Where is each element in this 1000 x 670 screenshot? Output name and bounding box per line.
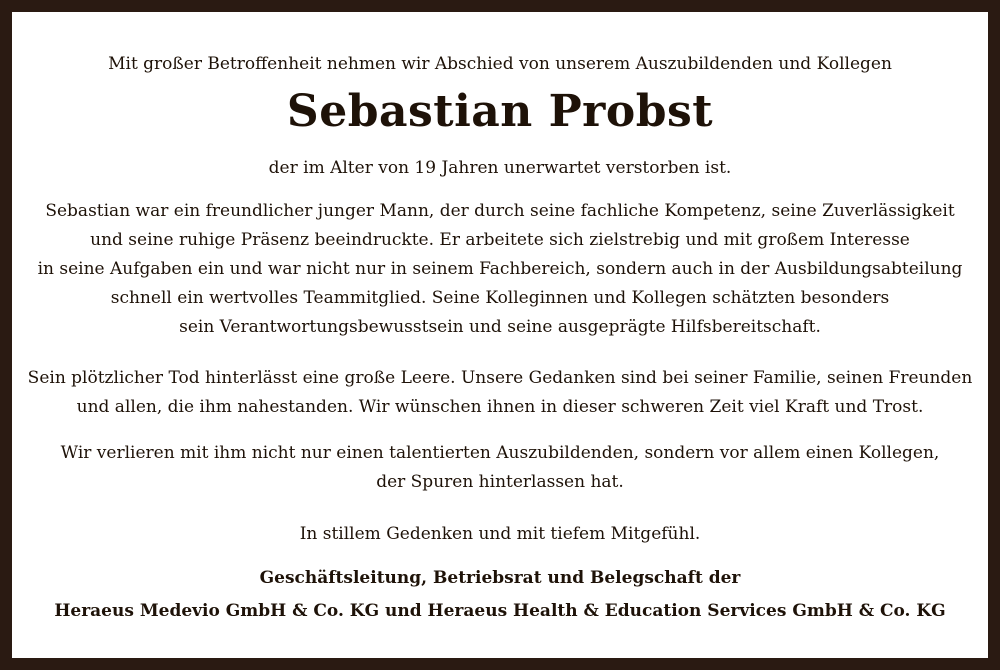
paragraph-1-line: und seine ruhige Präsenz beeindruckte. Er arbeitete sich zielstrebig und mit großem Interesse [90, 230, 910, 250]
deceased-name: Sebastian Probst [286, 86, 714, 137]
paragraph-3-line: der Spuren hinterlassen hat. [376, 472, 624, 492]
closing-line: In stillem Gedenken und mit tiefem Mitgefühl. [299, 524, 701, 544]
intro-line: Mit großer Betroffenheit nehmen wir Abschied von unserem Auszubildenden und Kollegen [108, 54, 892, 74]
age-line: der im Alter von 19 Jahren unerwartet verstorben ist. [268, 158, 732, 178]
obituary-notice [12, 12, 988, 658]
paragraph-1-line: in seine Aufgaben ein und war nicht nur in seinem Fachbereich, sondern auch in der Ausbildungsabteilung [37, 259, 963, 279]
paragraph-1-line: schnell ein wertvolles Teammitglied. Seine Kolleginnen und Kollegen schätzten besonders [110, 288, 890, 308]
paragraph-1-line: Sebastian war ein freundlicher junger Mann, der durch seine fachliche Kompetenz, seine Zuverlässigkeit [45, 201, 955, 221]
paragraph-3-line: Wir verlieren mit ihm nicht nur einen talentierten Auszubildenden, sondern vor allem einen Kollegen, [60, 443, 940, 463]
signature-line: Heraeus Medevio GmbH & Co. KG und Heraeus Health & Education Services GmbH & Co. KG [54, 601, 946, 621]
paragraph-2-line: und allen, die ihm nahestanden. Wir wünschen ihnen in dieser schweren Zeit viel Kraft und Trost. [76, 397, 924, 417]
signature-line: Geschäftsleitung, Betriebsrat und Belegschaft der [259, 568, 741, 588]
paragraph-1-line: sein Verantwortungsbewusstsein und seine ausgeprägte Hilfsbereitschaft. [179, 317, 821, 337]
paragraph-2-line: Sein plötzlicher Tod hinterlässt eine große Leere. Unsere Gedanken sind bei seiner Familie, seinen Freunden [27, 368, 973, 388]
